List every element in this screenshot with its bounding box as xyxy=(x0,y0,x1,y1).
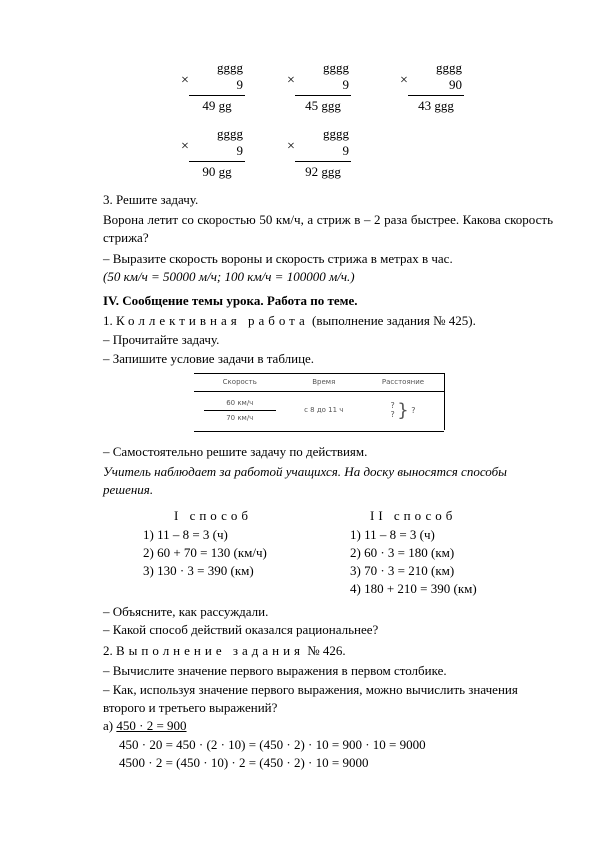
section-heading: IV. Сообщение темы урока. Работа по теме. xyxy=(103,293,358,308)
collective-work-note: (выполнение задания № 425). xyxy=(308,313,476,328)
method2-step-2: 2) 60 · 3 = 180 (км) xyxy=(350,545,455,560)
task2-number: № 426. xyxy=(304,643,346,658)
multiplier: 90 xyxy=(449,77,462,92)
product: 43 ggg xyxy=(418,98,454,113)
method2-step-1: 1) 11 – 8 = 3 (ч) xyxy=(350,527,435,542)
task3-problem: Ворона летит со скоростью 50 км/ч, а стриж в – 2 раза быстрее. Какова скорость стрижа? xyxy=(103,212,553,245)
speed-cell xyxy=(194,391,286,429)
multiplicand: gggg xyxy=(217,126,243,141)
expression-a xyxy=(103,718,187,734)
total-distance: ? xyxy=(411,405,416,415)
multiplicand: gggg xyxy=(323,126,349,141)
expression-line-3: 4500 · 2 = (450 · 10) · 2 = (450 · 2) · 10 = 9000 xyxy=(119,755,369,770)
rational-question: – Какой способ действий оказался рациональнее? xyxy=(103,622,379,637)
method1-title: I способ xyxy=(174,508,253,523)
condition-table xyxy=(194,373,444,429)
multiplicand: gggg xyxy=(436,60,462,75)
times-sign: × xyxy=(287,73,295,88)
multiplier: 9 xyxy=(236,77,243,92)
task2-line xyxy=(103,643,346,659)
multiplicand: gggg xyxy=(217,60,243,75)
task3-heading: 3. Решите задачу. xyxy=(103,192,199,207)
result-line xyxy=(189,95,245,96)
compute-instruction: – Вычислите значение первого выражения в первом столбике. xyxy=(103,663,447,678)
method2-step-3: 3) 70 · 3 = 210 (км) xyxy=(350,563,455,578)
multiplier: 9 xyxy=(342,77,349,92)
solve-instruction: – Самостоятельно решите задачу по действиям. xyxy=(103,444,368,459)
explain-question: – Объясните, как рассуждали. xyxy=(103,604,269,619)
product: 92 ggg xyxy=(305,164,341,179)
expression-a-label: а) xyxy=(103,718,117,733)
multiplier: 9 xyxy=(342,143,349,158)
result-line xyxy=(408,95,464,96)
method1-step-1: 1) 11 – 8 = 3 (ч) xyxy=(143,527,228,542)
speed-1: 60 км/ч xyxy=(204,399,276,411)
time-cell: с 8 до 11 ч xyxy=(304,406,344,415)
write-instruction: – Запишите условие задачи в таблице. xyxy=(103,351,315,366)
multiplicand: gggg xyxy=(323,60,349,75)
method1-step-3: 3) 130 · 3 = 390 (км) xyxy=(143,563,254,578)
item-number: 1. xyxy=(103,313,116,328)
distance-cell xyxy=(362,391,444,429)
distance-1: ? xyxy=(390,401,395,411)
task3-instruction: – Выразите скорость вороны и скорость стрижа в метрах в час. xyxy=(103,251,453,266)
table-right-border xyxy=(444,373,445,430)
read-instruction: – Прочитайте задачу. xyxy=(103,332,220,347)
header-speed: Скорость xyxy=(222,377,257,386)
expression-a-value: 450 · 2 = 900 xyxy=(116,718,187,733)
brace: } xyxy=(397,399,409,421)
times-sign: × xyxy=(400,73,408,88)
header-distance: Расстояние xyxy=(381,377,425,386)
distance-2: ? xyxy=(390,410,395,420)
expression-line-2: 450 · 20 = 450 · (2 · 10) = (450 · 2) · 10 = 900 · 10 = 9000 xyxy=(119,737,426,752)
result-line xyxy=(189,161,245,162)
multiplier: 9 xyxy=(236,143,243,158)
task3-answer: (50 км/ч = 50000 м/ч; 100 км/ч = 100000 м/ч.) xyxy=(103,269,355,284)
method2-step-4: 4) 180 + 210 = 390 (км) xyxy=(350,581,477,596)
item-number: 2. xyxy=(103,643,116,658)
teacher-note: Учитель наблюдает за работой учащихся. На доску выносятся способы решения. xyxy=(103,464,507,497)
product: 90 gg xyxy=(202,164,232,179)
times-sign: × xyxy=(181,139,189,154)
result-line xyxy=(295,95,351,96)
product: 49 gg xyxy=(202,98,232,113)
result-line xyxy=(295,161,351,162)
speed-2: 70 км/ч xyxy=(226,413,254,422)
collective-work-title: Коллективная работа xyxy=(116,313,309,328)
times-sign: × xyxy=(287,139,295,154)
method2-title: II способ xyxy=(370,508,457,523)
header-time: Время xyxy=(312,377,336,386)
times-sign: × xyxy=(181,73,189,88)
method1-step-2: 2) 60 + 70 = 130 (км/ч) xyxy=(143,545,267,560)
collective-work-line xyxy=(103,313,476,329)
product: 45 ggg xyxy=(305,98,341,113)
how-question: – Как, используя значение первого выражения, можно вычислить значения второго и третьего выражений? xyxy=(103,682,518,715)
task2-title: Выполнение задания xyxy=(116,643,305,658)
